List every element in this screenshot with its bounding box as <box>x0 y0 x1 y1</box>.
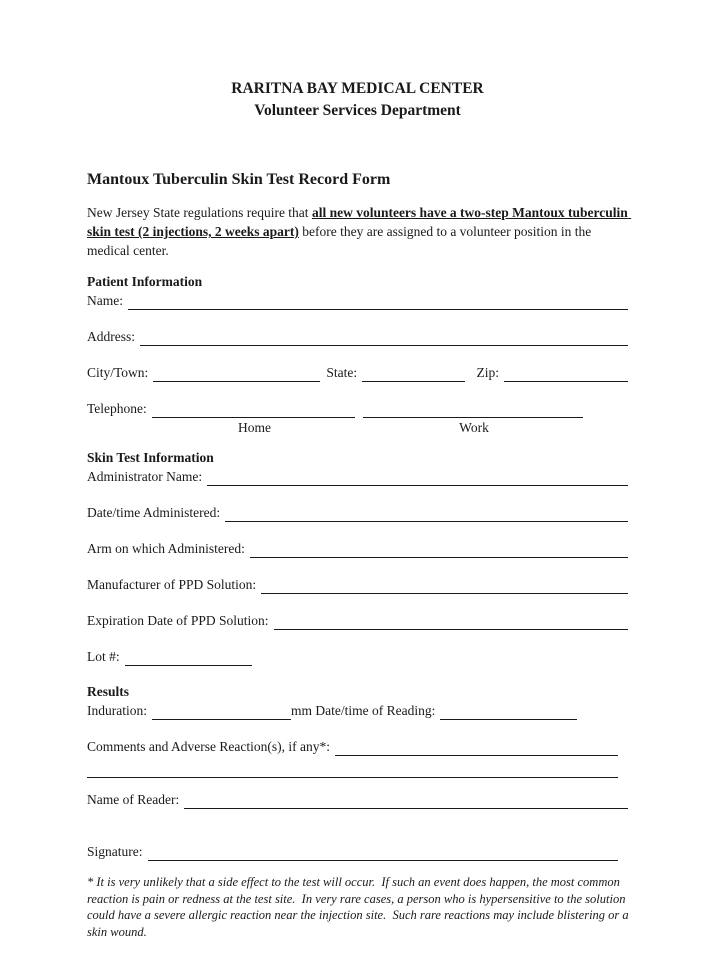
address-label: Address: <box>87 329 135 344</box>
reader-row <box>87 790 628 809</box>
intro-emphasis: all new volunteers have a two-step Mantoux tuberculin skin test (2 injections, 2 weeks apart) <box>87 205 632 239</box>
section-patient-information <box>87 272 628 437</box>
signature-row <box>87 842 628 861</box>
comments-field[interactable] <box>335 740 618 756</box>
lot-field[interactable] <box>125 650 252 666</box>
comments-label: Comments and Adverse Reaction(s), if any*: <box>87 739 330 754</box>
induration-label: Induration: <box>87 703 147 718</box>
induration-row <box>87 701 628 720</box>
lot-row <box>87 647 628 666</box>
induration-field[interactable] <box>152 704 291 720</box>
zip-field[interactable] <box>504 366 628 382</box>
administrator-row <box>87 467 628 486</box>
reading-label: mm Date/time of Reading: <box>291 703 436 718</box>
telephone-label: Telephone: <box>87 401 147 416</box>
address-row <box>87 327 628 346</box>
reading-field[interactable] <box>440 704 577 720</box>
name-label: Name: <box>87 293 123 308</box>
telephone-caption-spacer <box>87 418 153 437</box>
medical-center-name: RARITNA BAY MEDICAL CENTER <box>231 80 484 97</box>
manufacturer-label: Manufacturer of PPD Solution: <box>87 577 257 592</box>
expiration-label: Expiration Date of PPD Solution: <box>87 613 269 628</box>
section-skin-test-information <box>87 448 628 666</box>
name-field[interactable] <box>128 294 628 310</box>
reader-label: Name of Reader: <box>87 792 180 807</box>
address-field[interactable] <box>140 330 628 346</box>
form-title: Mantoux Tuberculin Skin Test Record Form <box>87 171 391 188</box>
side-effect-footnote: * It is very unlikely that a side effect to the test will occur. If such an event does happen, the most common reaction is pain or redness at the test site. In very rare cases, a person who is hypersensitive to the solution could have a severe allergic reaction near the injection site. Such rare reactions may include blistering or a skin wound. <box>87 875 632 939</box>
signature-label: Signature: <box>87 844 143 859</box>
arm-row <box>87 539 628 558</box>
city-field[interactable] <box>153 366 320 382</box>
datetime-administered-label: Date/time Administered: <box>87 505 221 520</box>
comments-field-line2[interactable] <box>87 757 618 778</box>
telephone-row <box>87 399 628 418</box>
department-name: Volunteer Services Department <box>254 102 461 119</box>
work-caption: Work <box>459 420 489 435</box>
state-field[interactable] <box>362 366 464 382</box>
signature-field[interactable] <box>148 845 619 861</box>
city-label: City/Town: <box>87 365 149 380</box>
intro-paragraph <box>87 203 632 260</box>
telephone-captions-row <box>87 418 628 437</box>
reader-field[interactable] <box>184 793 628 809</box>
letterhead <box>87 78 628 122</box>
home-caption: Home <box>238 420 271 435</box>
datetime-administered-field[interactable] <box>225 506 628 522</box>
telephone-home-field[interactable] <box>152 402 355 418</box>
telephone-work-field[interactable] <box>363 402 583 418</box>
name-row <box>87 291 628 310</box>
zip-label: Zip: <box>476 365 500 380</box>
manufacturer-row <box>87 575 628 594</box>
state-label: State: <box>326 365 358 380</box>
section-results <box>87 682 628 861</box>
administrator-label: Administrator Name: <box>87 469 203 484</box>
city-state-zip-row <box>87 363 628 382</box>
comments-row <box>87 737 628 756</box>
manufacturer-field[interactable] <box>261 578 628 594</box>
datetime-administered-row <box>87 503 628 522</box>
patient-information-heading: Patient Information <box>87 274 203 289</box>
intro-prefix: New Jersey State regulations require that <box>87 205 312 220</box>
arm-field[interactable] <box>250 542 628 558</box>
results-heading: Results <box>87 684 130 699</box>
expiration-row <box>87 611 628 630</box>
intro-suffix: before they are assigned to a volunteer position in the medical center. <box>87 224 595 258</box>
skin-test-information-heading: Skin Test Information <box>87 450 214 465</box>
arm-label: Arm on which Administered: <box>87 541 245 556</box>
administrator-field[interactable] <box>207 470 628 486</box>
lot-label: Lot #: <box>87 649 120 664</box>
expiration-field[interactable] <box>274 614 629 630</box>
